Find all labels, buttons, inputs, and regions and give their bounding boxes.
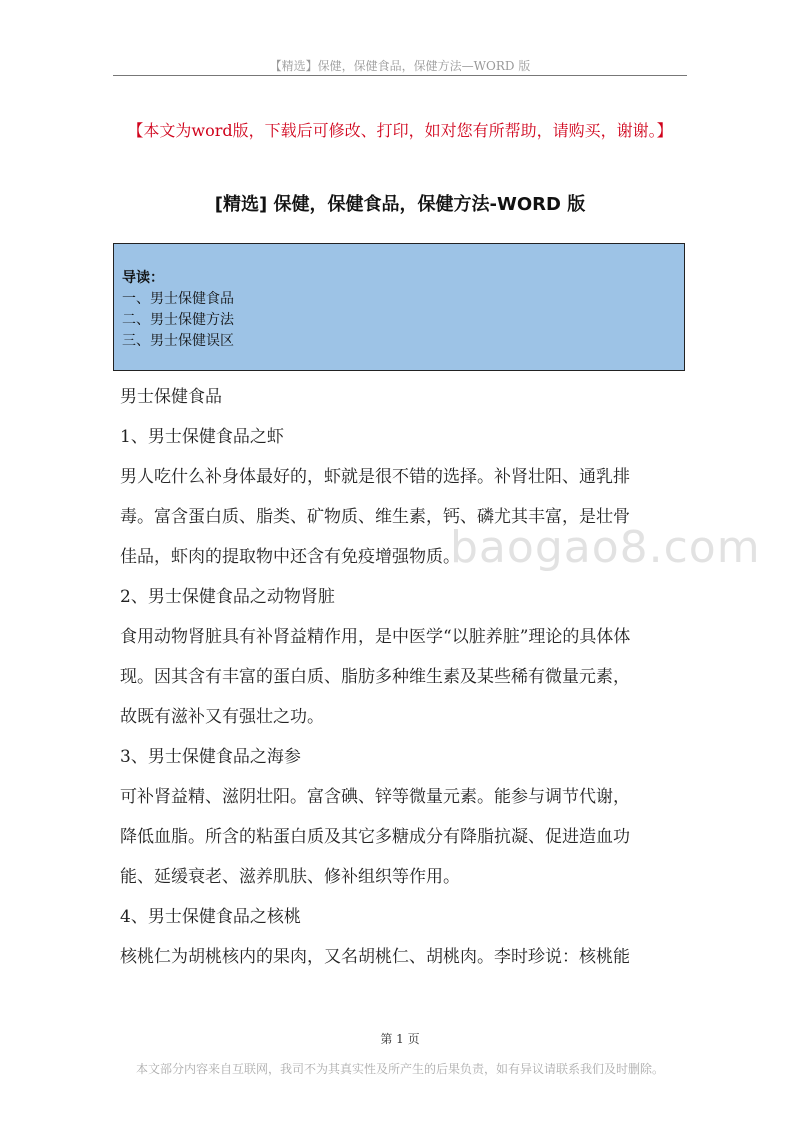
paragraph-line: 故既有滋补又有强壮之功。: [120, 707, 324, 727]
guide-item: 一、男士保健食品: [122, 291, 234, 307]
guide-item: 三、男士保健误区: [122, 333, 234, 349]
paragraph-line: 可补肾益精、滋阴壮阳。富含碘、锌等微量元素。能参与调节代谢，: [120, 787, 630, 807]
subsection-heading: 3、男士保健食品之海参: [120, 747, 301, 767]
subsection-heading: 4、男士保健食品之核桃: [120, 907, 301, 927]
section-heading: 男士保健食品: [120, 387, 222, 407]
page-header: 【精选】保健，保健食品，保健方法—WORD 版: [269, 59, 531, 73]
subsection-heading: 1、男士保健食品之虾: [120, 427, 284, 447]
page-footer: 本文部分内容来自互联网，我司不为其真实性及所产生的后果负责，如有异议请联系我们及时删除。: [135, 1062, 664, 1076]
guide-item: 二、男士保健方法: [122, 312, 234, 328]
watermark: baogao8.com: [450, 522, 761, 573]
document-title: [精选] 保健，保健食品，保健方法-WORD 版: [214, 194, 586, 215]
paragraph-line: 现。因其含有丰富的蛋白质、脂肪多种维生素及某些稀有微量元素，: [120, 667, 630, 687]
guide-box: [113, 243, 685, 371]
document-body: [120, 377, 688, 977]
paragraph-line: 男人吃什么补身体最好的，虾就是很不错的选择。补肾壮阳、通乳排: [120, 467, 630, 487]
header-divider: [113, 75, 687, 76]
guide-label: 导读：: [122, 270, 164, 286]
paragraph-line: 能、延缓衰老、滋养肌肤、修补组织等作用。: [120, 867, 460, 887]
paragraph-line: 食用动物肾脏具有补肾益精作用，是中医学“以脏养脏”理论的具体体: [120, 627, 631, 647]
paragraph-line: 降低血脂。所含的粘蛋白质及其它多糖成分有降脂抗凝、促进造血功: [120, 827, 630, 847]
paragraph-line: 核桃仁为胡桃核内的果肉，又名胡桃仁、胡桃肉。李时珍说：核桃能: [120, 947, 630, 967]
subsection-heading: 2、男士保健食品之动物肾脏: [120, 587, 335, 607]
page-number: 第 1 页: [380, 1032, 420, 1046]
paragraph-line: 佳品，虾肉的提取物中还含有免疫增强物质。: [120, 547, 460, 567]
paragraph-line: 毒。富含蛋白质、脂类、矿物质、维生素，钙、磷尤其丰富，是壮骨: [120, 507, 630, 527]
download-notice: 【本文为word版，下载后可修改、打印，如对您有所帮助，请购买，谢谢。】: [127, 121, 673, 140]
